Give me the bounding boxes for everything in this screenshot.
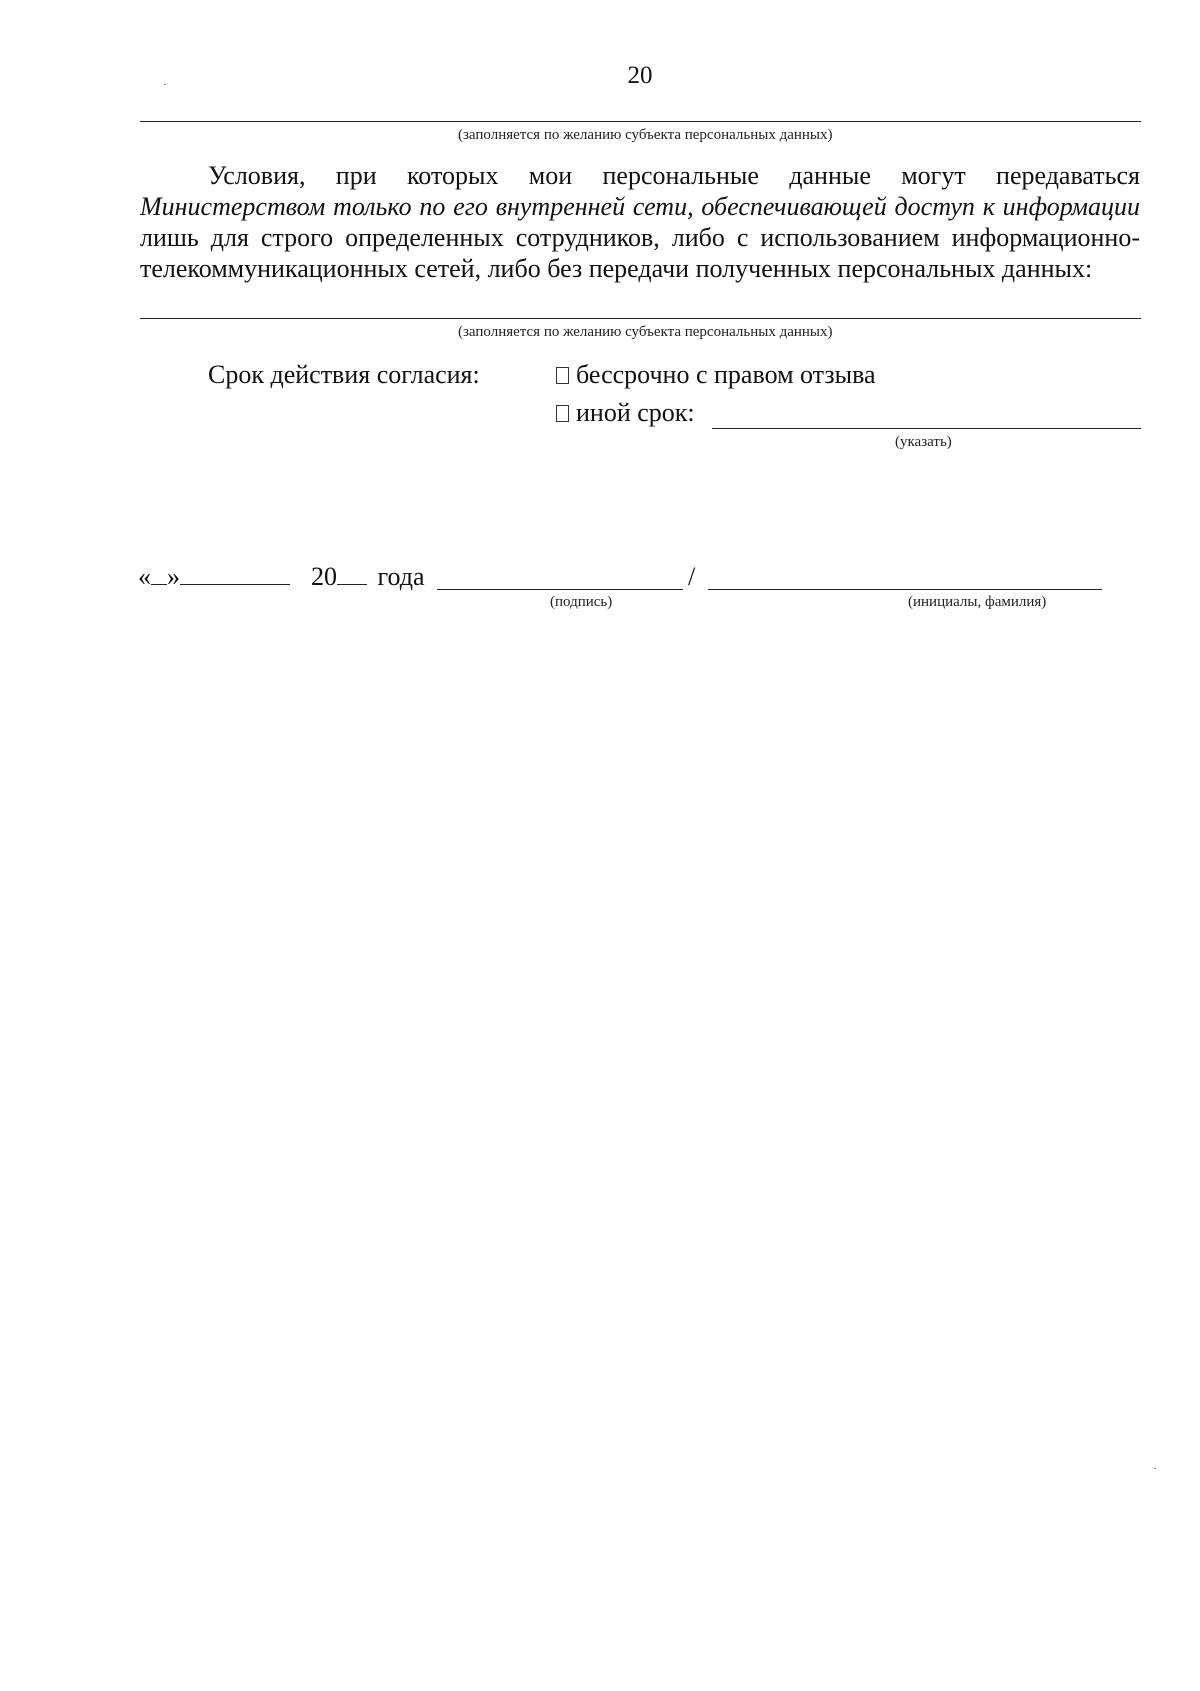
scan-speck	[1154, 1468, 1156, 1469]
conditions-line-2: Министерством только по его внутренней сети, обеспечивающей доступ к информации	[140, 192, 1140, 221]
option-other-term[interactable]	[556, 398, 695, 428]
wishes-field-line[interactable]	[140, 121, 1141, 122]
option-other-term-label: иной срок:	[576, 398, 695, 427]
specify-caption: (указать)	[895, 434, 952, 450]
conditions-line-4: телекоммуникационных сетей, либо без передачи полученных персональных данных:	[140, 254, 1093, 283]
conditions-line-1: Условия, при которых мои персональные данные могут передаваться	[208, 161, 1140, 190]
page-number: 20	[627, 62, 653, 89]
year-blank[interactable]	[337, 580, 367, 585]
consent-term-label: Срок действия согласия:	[208, 360, 480, 389]
day-blank[interactable]	[151, 580, 167, 585]
scan-speck	[164, 84, 166, 85]
conditions-field-caption: (заполняется по желанию субъекта персональных данных)	[458, 324, 833, 340]
year-suffix: года	[377, 562, 425, 591]
name-caption: (инициалы, фамилия)	[908, 594, 1047, 610]
date-close-quote: »	[167, 562, 180, 591]
conditions-line-3: лишь для строго определенных сотрудников, либо с использованием информационно-	[140, 223, 1140, 252]
month-blank[interactable]	[180, 580, 290, 585]
other-term-checkbox[interactable]	[556, 405, 569, 422]
date-open-quote: «	[138, 562, 151, 591]
wishes-field-caption: (заполняется по желанию субъекта персональных данных)	[458, 127, 833, 143]
signature-separator: /	[688, 562, 696, 591]
other-term-field-line[interactable]	[712, 428, 1141, 429]
option-unlimited-label: бессрочно с правом отзыва	[576, 360, 876, 389]
conditions-field-line[interactable]	[140, 318, 1141, 319]
date-year-field[interactable]	[311, 562, 425, 592]
date-day-field[interactable]	[138, 562, 290, 592]
name-field-line[interactable]	[708, 589, 1102, 590]
conditions-paragraph	[140, 160, 1140, 284]
signature-caption: (подпись)	[550, 594, 613, 610]
year-prefix: 20	[311, 562, 337, 591]
signature-field-line[interactable]	[437, 589, 683, 590]
option-unlimited[interactable]	[556, 360, 876, 390]
unlimited-checkbox[interactable]	[556, 367, 569, 384]
